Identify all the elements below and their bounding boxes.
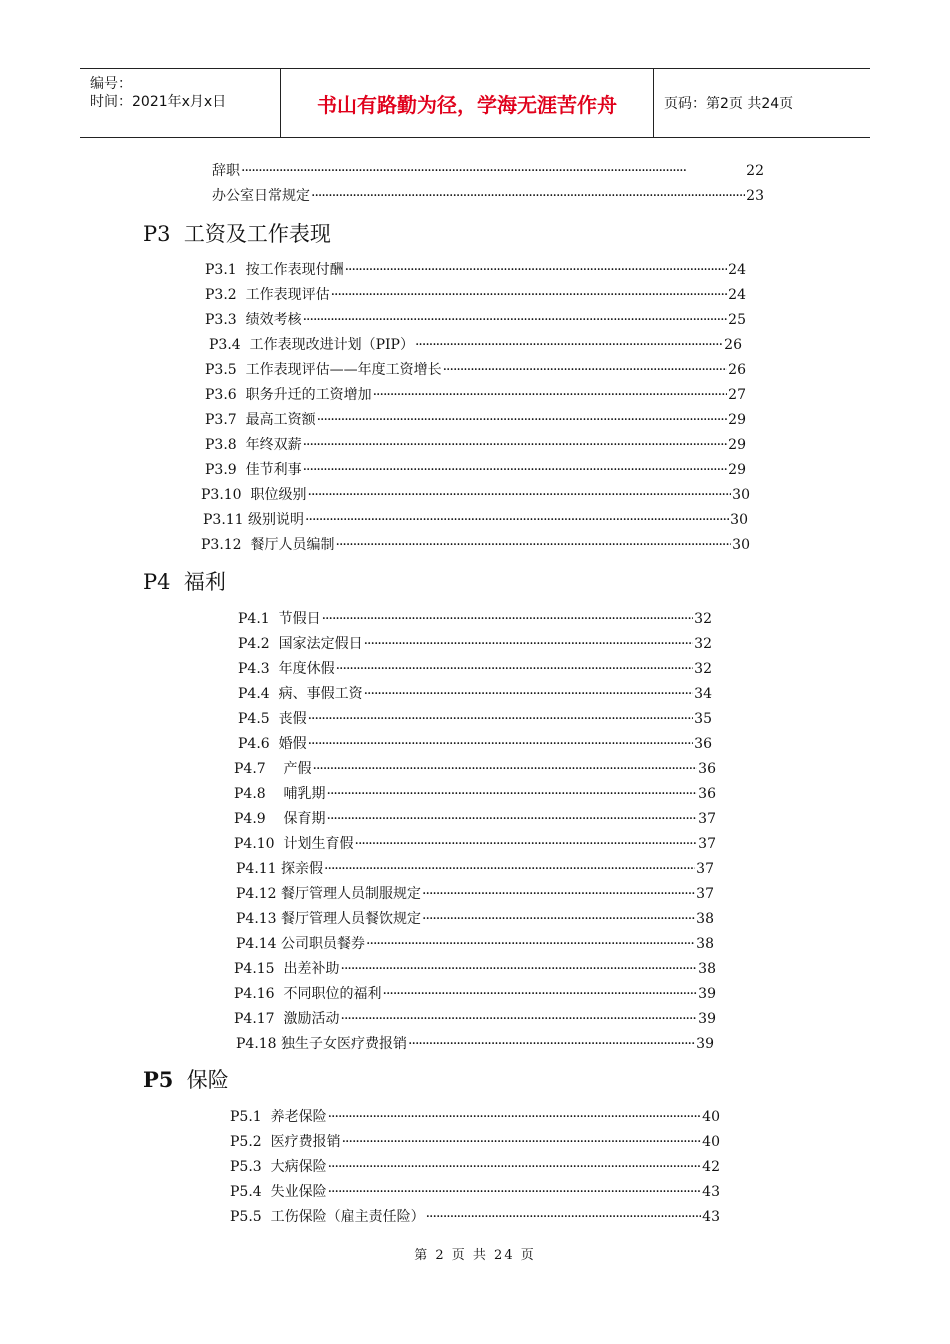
toc-entry[interactable] bbox=[230, 1131, 720, 1153]
toc-leader-dots bbox=[331, 284, 728, 306]
toc-entry[interactable] bbox=[238, 683, 712, 705]
toc-entry-page: 38 bbox=[696, 911, 714, 927]
toc-entry-title: 办公室日常规定 bbox=[212, 188, 310, 204]
toc-entry-page: 36 bbox=[698, 786, 716, 802]
toc-entry-title: P3.9 佳节利事 bbox=[205, 462, 302, 478]
toc-leader-dots bbox=[383, 983, 698, 1005]
toc-entry[interactable] bbox=[236, 883, 714, 905]
header-meta-cell bbox=[80, 69, 281, 137]
toc-entry-title: P4.11 探亲假 bbox=[236, 861, 324, 877]
section-heading-title: 保险 bbox=[173, 1068, 229, 1092]
toc-entry[interactable] bbox=[234, 758, 716, 780]
toc-leader-dots bbox=[305, 509, 729, 531]
section-heading-code: P5 bbox=[143, 1067, 174, 1092]
toc-leader-dots bbox=[364, 683, 694, 705]
toc-leader-dots bbox=[336, 534, 732, 556]
toc-entry-page: 39 bbox=[698, 1011, 716, 1027]
toc-entry-page: 40 bbox=[702, 1134, 720, 1150]
toc-entry[interactable] bbox=[205, 309, 746, 331]
toc-leader-dots bbox=[345, 259, 728, 281]
toc-entry-title: P4.15 出差补助 bbox=[234, 961, 340, 977]
toc-entry-page: 22 bbox=[746, 163, 764, 179]
document-number-label: 编号： bbox=[90, 76, 132, 92]
toc-entry-title: P4.2 国家法定假日 bbox=[238, 636, 363, 652]
toc-entry-title: P3.3 绩效考核 bbox=[205, 312, 302, 328]
toc-entry[interactable] bbox=[205, 459, 746, 481]
toc-entry-title: P4.1 节假日 bbox=[238, 611, 321, 627]
toc-leader-dots bbox=[443, 359, 728, 381]
toc-entry-title: P4.7 产假 bbox=[234, 761, 312, 777]
toc-entry-title: P5.4 失业保险 bbox=[230, 1184, 327, 1200]
toc-leader-dots bbox=[241, 160, 745, 182]
toc-leader-dots bbox=[327, 783, 698, 805]
toc-entry-title: P3.4 工作表现改进计划（PIP） bbox=[209, 337, 414, 353]
toc-leader-dots bbox=[322, 608, 694, 630]
toc-entry[interactable] bbox=[205, 434, 746, 456]
toc-entry-page: 30 bbox=[730, 512, 748, 528]
toc-leader-dots bbox=[373, 384, 728, 406]
toc-entry-title: P4.13 餐厅管理人员餐饮规定 bbox=[236, 911, 422, 927]
toc-entry-page: 43 bbox=[702, 1209, 720, 1225]
toc-entry[interactable] bbox=[236, 933, 714, 955]
toc-entry-title: P3.2 工作表现评估 bbox=[205, 287, 330, 303]
toc-entry-page: 26 bbox=[728, 362, 746, 378]
toc-leader-dots bbox=[422, 883, 695, 905]
toc-entry[interactable] bbox=[230, 1181, 720, 1203]
toc-entry-page: 34 bbox=[694, 686, 712, 702]
toc-entry-title: P4.6 婚假 bbox=[238, 736, 307, 752]
toc-entry-page: 29 bbox=[728, 437, 746, 453]
toc-entry[interactable] bbox=[205, 409, 746, 431]
toc-entry[interactable] bbox=[205, 259, 746, 281]
toc-entry-title: P4.3 年度休假 bbox=[238, 661, 335, 677]
toc-leader-dots bbox=[422, 908, 695, 930]
toc-entry-page: 40 bbox=[702, 1109, 720, 1125]
toc-entry[interactable] bbox=[212, 160, 764, 182]
toc-entry-title: P3.11 级别说明 bbox=[203, 512, 305, 528]
toc-entry[interactable] bbox=[238, 658, 712, 680]
toc-entry[interactable] bbox=[212, 185, 764, 207]
toc-entry-page: 35 bbox=[694, 711, 712, 727]
toc-entry-page: 36 bbox=[694, 736, 712, 752]
toc-entry[interactable] bbox=[230, 1106, 720, 1128]
toc-entry-title: P5.3 大病保险 bbox=[230, 1159, 327, 1175]
toc-entry-title: P4.8 哺乳期 bbox=[234, 786, 326, 802]
toc-entry[interactable] bbox=[234, 808, 716, 830]
toc-entry[interactable] bbox=[209, 334, 742, 356]
section-heading-p3: P3 工资及工作表现 bbox=[143, 222, 331, 246]
toc-leader-dots bbox=[308, 708, 694, 730]
toc-leader-dots bbox=[364, 633, 694, 655]
toc-entry[interactable] bbox=[238, 708, 712, 730]
toc-entry-title: P4.17 激励活动 bbox=[234, 1011, 340, 1027]
toc-entry-title: P4.14 公司职员餐券 bbox=[236, 936, 366, 952]
toc-entry-page: 38 bbox=[696, 936, 714, 952]
toc-entry-page: 30 bbox=[732, 487, 750, 503]
toc-leader-dots bbox=[342, 1131, 702, 1153]
toc-entry-page: 37 bbox=[696, 886, 714, 902]
toc-entry[interactable] bbox=[236, 1033, 714, 1055]
toc-entry-page: 39 bbox=[698, 986, 716, 1002]
toc-entry-page: 37 bbox=[698, 811, 716, 827]
toc-leader-dots bbox=[328, 1106, 702, 1128]
toc-entry-title: P3.6 职务升迁的工资增加 bbox=[205, 387, 372, 403]
toc-leader-dots bbox=[313, 758, 698, 780]
toc-leader-dots bbox=[324, 858, 695, 880]
header-motto: 书山有路勤为径，学海无涯苦作舟 bbox=[281, 69, 654, 137]
toc-entry[interactable] bbox=[205, 384, 746, 406]
page-footer: 第 2 页 共 24 页 bbox=[414, 1248, 536, 1263]
toc-entry-page: 30 bbox=[732, 537, 750, 553]
toc-entry-title: P5.5 工伤保险（雇主责任险） bbox=[230, 1209, 425, 1225]
toc-entry-page: 43 bbox=[702, 1184, 720, 1200]
toc-entry-page: 39 bbox=[696, 1036, 714, 1052]
toc-leader-dots bbox=[366, 933, 695, 955]
toc-entry-page: 29 bbox=[728, 462, 746, 478]
toc-entry-page: 32 bbox=[694, 611, 712, 627]
toc-entry[interactable] bbox=[201, 534, 750, 556]
toc-entry-page: 38 bbox=[698, 961, 716, 977]
toc-entry-title: P4.4 病、事假工资 bbox=[238, 686, 363, 702]
toc-entry-page: 42 bbox=[702, 1159, 720, 1175]
toc-leader-dots bbox=[317, 409, 728, 431]
toc-entry-title: P3.8 年终双薪 bbox=[205, 437, 302, 453]
toc-entry-page: 32 bbox=[694, 636, 712, 652]
toc-entry[interactable] bbox=[236, 908, 714, 930]
toc-leader-dots bbox=[426, 1206, 702, 1228]
toc-entry-title: P4.9 保育期 bbox=[234, 811, 326, 827]
toc-entry-page: 37 bbox=[698, 836, 716, 852]
toc-entry[interactable] bbox=[205, 284, 746, 306]
toc-leader-dots bbox=[303, 434, 728, 456]
section-heading-p5 bbox=[143, 1067, 229, 1093]
toc-leader-dots bbox=[308, 733, 694, 755]
toc-leader-dots bbox=[327, 808, 698, 830]
toc-entry[interactable] bbox=[234, 1008, 716, 1030]
toc-entry[interactable] bbox=[234, 783, 716, 805]
toc-leader-dots bbox=[415, 334, 723, 356]
toc-entry-title: P4.16 不同职位的福利 bbox=[234, 986, 382, 1002]
toc-entry[interactable] bbox=[238, 733, 712, 755]
toc-entry-title: P5.2 医疗费报销 bbox=[230, 1134, 341, 1150]
toc-entry[interactable] bbox=[236, 858, 714, 880]
toc-leader-dots bbox=[303, 309, 728, 331]
toc-entry[interactable] bbox=[234, 958, 716, 980]
toc-entry-page: 24 bbox=[728, 262, 746, 278]
toc-leader-dots bbox=[341, 1008, 698, 1030]
toc-entry-title: P3.1 按工作表现付酬 bbox=[205, 262, 344, 278]
toc-entry[interactable] bbox=[230, 1156, 720, 1178]
toc-entry-title: P3.12 餐厅人员编制 bbox=[201, 537, 335, 553]
toc-entry-title: 辞职 bbox=[212, 163, 240, 179]
toc-entry-page: 24 bbox=[728, 287, 746, 303]
toc-leader-dots bbox=[328, 1181, 702, 1203]
toc-entry[interactable] bbox=[238, 608, 712, 630]
toc-leader-dots bbox=[303, 459, 728, 481]
toc-entry[interactable] bbox=[205, 359, 746, 381]
toc-entry-page: 36 bbox=[698, 761, 716, 777]
toc-leader-dots bbox=[336, 658, 694, 680]
toc-entry-title: P4.10 计划生育假 bbox=[234, 836, 354, 852]
toc-entry-title: P3.5 工作表现评估——年度工资增长 bbox=[205, 362, 442, 378]
toc-entry[interactable] bbox=[238, 633, 712, 655]
toc-leader-dots bbox=[311, 185, 745, 207]
toc-entry-page: 37 bbox=[696, 861, 714, 877]
toc-entry-page: 25 bbox=[728, 312, 746, 328]
header-page-info: 页码：第2页 共24页 bbox=[664, 96, 794, 112]
toc-entry-page: 26 bbox=[724, 337, 742, 353]
toc-entry-page: 27 bbox=[728, 387, 746, 403]
page-header bbox=[80, 68, 870, 138]
toc-entry[interactable] bbox=[230, 1206, 720, 1228]
toc-entry-title: P3.10 职位级别 bbox=[201, 487, 307, 503]
toc-entry-page: 23 bbox=[746, 188, 764, 204]
toc-entry[interactable] bbox=[234, 983, 716, 1005]
toc-leader-dots bbox=[308, 484, 732, 506]
toc-entry-title: P5.1 养老保险 bbox=[230, 1109, 327, 1125]
toc-leader-dots bbox=[328, 1156, 702, 1178]
toc-leader-dots bbox=[408, 1033, 695, 1055]
toc-entry[interactable] bbox=[203, 509, 748, 531]
toc-entry[interactable] bbox=[234, 833, 716, 855]
toc-entry[interactable] bbox=[201, 484, 750, 506]
section-heading-p4: P4 福利 bbox=[143, 570, 226, 594]
toc-entry-title: P4.5 丧假 bbox=[238, 711, 307, 727]
toc-entry-title: P3.7 最高工资额 bbox=[205, 412, 316, 428]
toc-leader-dots bbox=[355, 833, 698, 855]
toc-entry-title: P4.18 独生子女医疗费报销 bbox=[236, 1036, 408, 1052]
toc-leader-dots bbox=[341, 958, 698, 980]
toc-entry-page: 32 bbox=[694, 661, 712, 677]
toc-entry-page: 29 bbox=[728, 412, 746, 428]
toc-entry-title: P4.12 餐厅管理人员制服规定 bbox=[236, 886, 422, 902]
document-date-label: 时间：2021年x月x日 bbox=[90, 94, 227, 110]
